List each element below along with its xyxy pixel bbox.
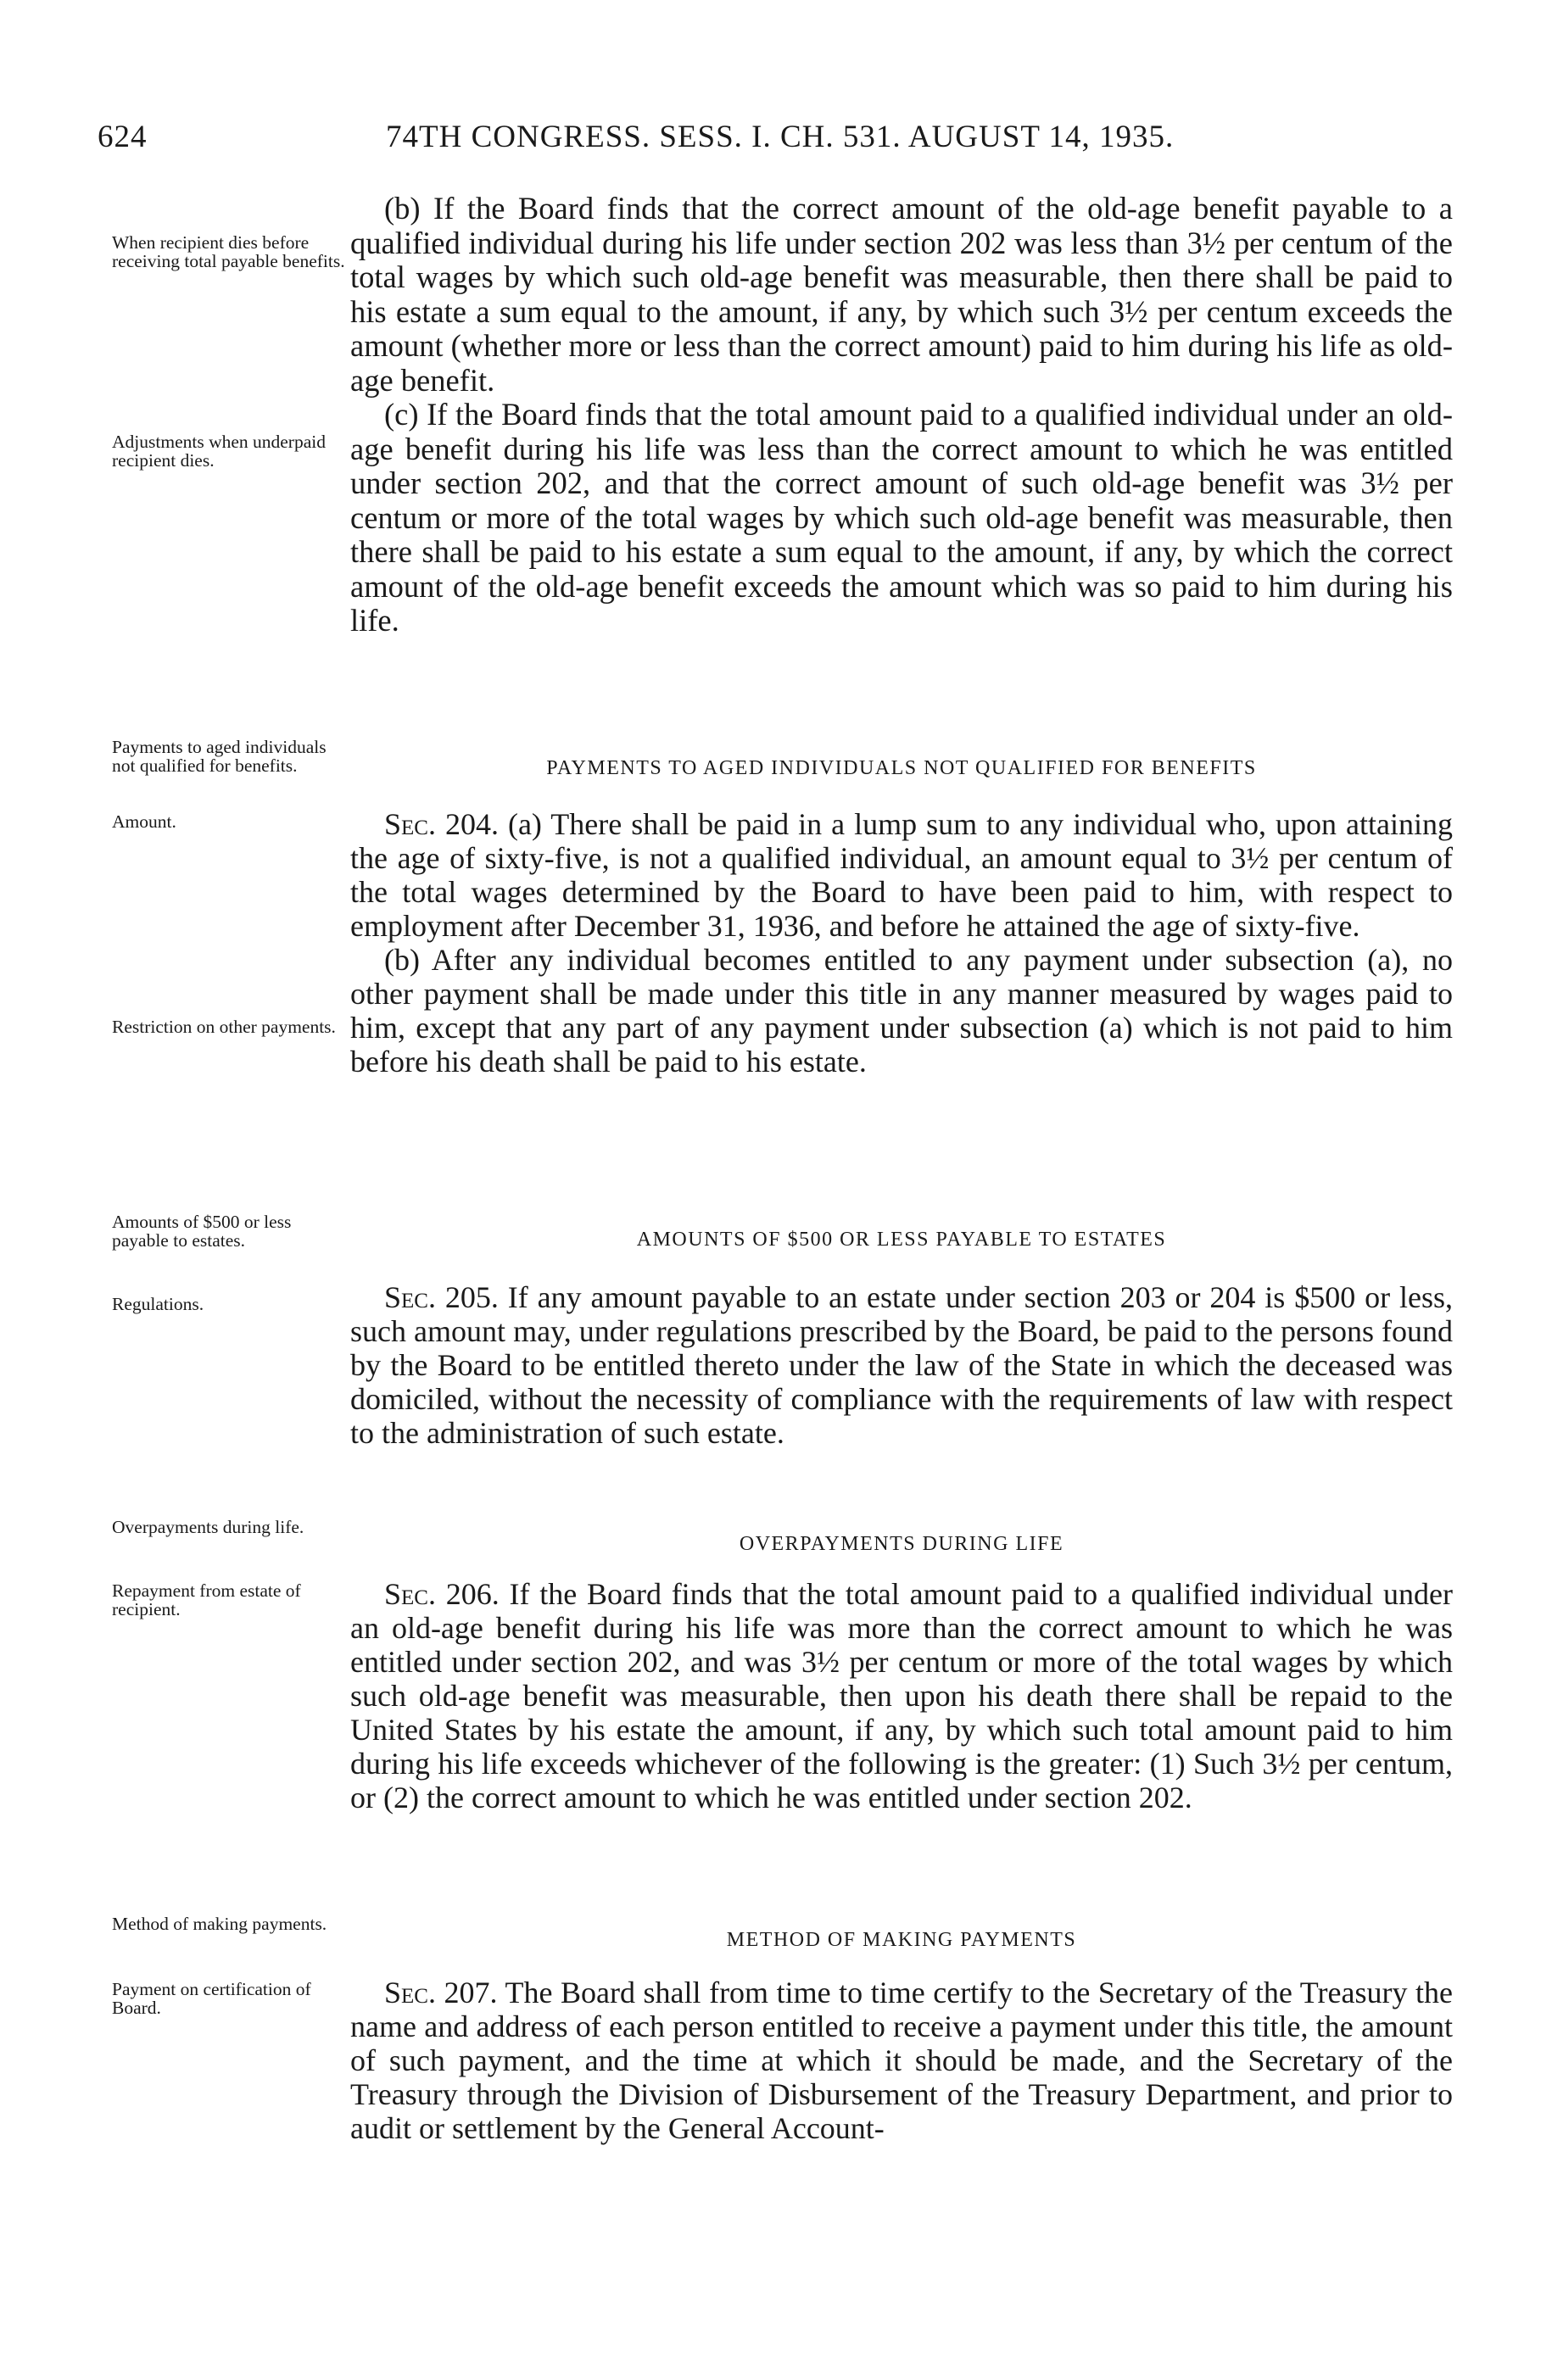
paragraph-203-b: (b) If the Board finds that the correct amount of the old-age benefit payable to a qualified individual during his life under section 202 was less than 3½ per centum of the total wages by which such old-age benefit was measurable, then there shall be paid to his estate a sum equal to the amount, if any, by which such 3½ per centum exceeds the amount (whether more or less than the correct amount) paid to him during his life as old-age benefit.: [350, 191, 1453, 398]
margin-note: Restriction on other payments.: [112, 1017, 336, 1037]
paragraph-205: Sec. 205. If any amount payable to an estate under section 203 or 204 is $500 or less, such amount may, under regulations prescribed by the Board, be paid to the persons found by the Board to be entitled thereto under the law of the State in which the deceased was domiciled, without the necessity of compliance with the requirements of law with respect to the administration of such estate.: [350, 1280, 1454, 1450]
page-header: [98, 119, 1459, 170]
paragraph-204-b: (b) After any individual becomes entitled to any payment under subsection (a), no other payment shall be made under this title in any manner measured by wages paid to him, except that any part of any payment under subsection (a) which is not paid to him before his death shall be paid to his estate.: [350, 943, 1453, 1079]
margin-note: Amount.: [112, 811, 176, 832]
section-heading-207: METHOD OF MAKING PAYMENTS: [726, 1929, 1077, 1951]
paragraph-203-c: (c) If the Board finds that the total amount paid to a qualified individual under an old-age benefit during his life was less than the correct amount to which he was entitled under section 202, and that the correct amount of such old-age benefit was 3½ per centum or more of the total wages by which such old-age benefit was measurable, then there shall be paid to his estate a sum equal to the amount, if any, by which the correct amount of the old-age benefit exceeds the amount which was so paid to him during his life.: [350, 397, 1453, 638]
margin-note: Overpayments during life.: [112, 1517, 304, 1537]
section-heading-206: OVERPAYMENTS DURING LIFE: [739, 1533, 1064, 1555]
section-heading-205: AMOUNTS OF $500 OR LESS PAYABLE TO ESTATES: [636, 1229, 1167, 1251]
paragraph-207: Sec. 207. The Board shall from time to time certify to the Secretary of the Treasury the name and address of each person entitled to receive a payment under this title, the amount of such payment, and the time at which it should be made, and the Secretary of the Treasury through the Division of Disbursement of the Treasury Department, and prior to audit or settlement by the General Account-: [350, 1976, 1453, 2145]
margin-note: Repayment from estate of recipient.: [112, 1580, 301, 1619]
section-label: Sec. 207.: [384, 1976, 498, 2009]
section-205: [350, 1280, 1453, 1450]
section-206: [350, 1577, 1453, 1814]
section-203-continued: [350, 192, 1453, 638]
margin-note: Payments to aged individuals not qualified for benefits.: [112, 737, 327, 776]
running-head: 74TH CONGRESS. SESS. I. CH. 531. AUGUST 14, 1935.: [386, 120, 1175, 154]
margin-note: Payment on certification of Board.: [112, 1979, 311, 2018]
paragraph-204-a: Sec. 204. (a) There shall be paid in a lump sum to any individual who, upon attaining the age of sixty-five, is not a qualified individual, an amount equal to 3½ per centum of the total wages determined by the Board to have been paid to him, with respect to employment after December 31, 1936, and before he attained the age of sixty-five.: [350, 807, 1454, 943]
margin-note: Adjustments when underpaid recipient dies.: [112, 432, 326, 471]
page-number: 624: [98, 120, 148, 154]
paragraph-206: Sec. 206. If the Board finds that the total amount paid to a qualified individual under an old-age benefit during his life was more than the correct amount to which he was entitled under section 202, and was 3½ per centum or more of the total wages by which such old-age benefit was measurable, then upon his death there shall be repaid to the United States by his estate the amount, if any, by which such total amount paid to him during his life exceeds whichever of the following is the greater: (1) Such 3½ per centum, or (2) the correct amount to which he was entitled under section 202.: [350, 1577, 1454, 1814]
section-label: Sec. 206.: [384, 1577, 500, 1611]
section-204: [350, 807, 1453, 1079]
section-label: Sec. 205.: [384, 1280, 499, 1314]
margin-note: Method of making payments.: [112, 1914, 327, 1934]
margin-note: Regulations.: [112, 1294, 204, 1314]
section-label: Sec. 204.: [384, 807, 499, 841]
section-207: [350, 1976, 1453, 2145]
section-heading-204: PAYMENTS TO AGED INDIVIDUALS NOT QUALIFIED FOR BENEFITS: [546, 757, 1257, 779]
margin-note: When recipient dies before receiving total payable benefits.: [112, 232, 345, 271]
margin-note: Amounts of $500 or less payable to estates.: [112, 1212, 292, 1251]
